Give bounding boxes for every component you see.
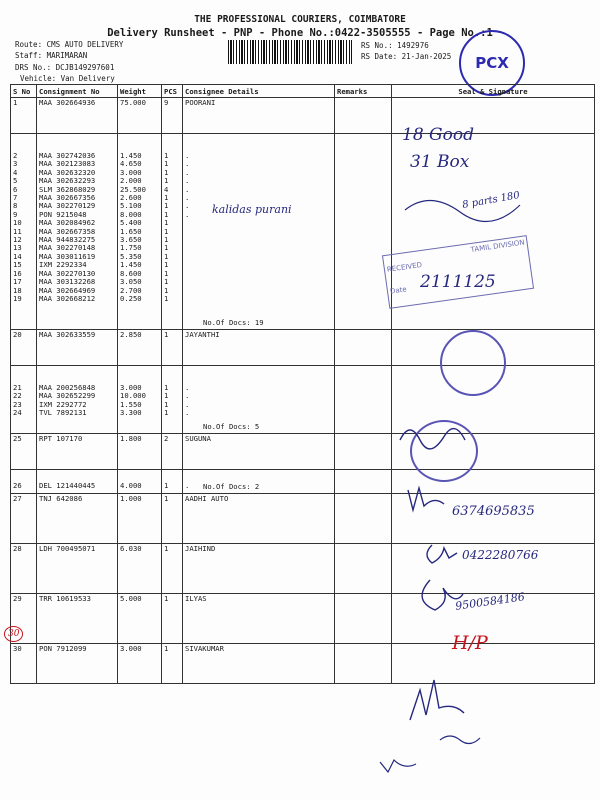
consignment-no-value: TRR 10619533 [39, 594, 91, 603]
sno-value: 2 [13, 151, 18, 160]
sno-value: 3 [13, 159, 18, 169]
handwritten-circled-number: 30 [4, 626, 23, 642]
sno-value: 14 [13, 251, 22, 261]
sno-value: 7 [13, 193, 18, 203]
weight-value: 1.750 [120, 243, 142, 253]
weight-value: 3.000 [120, 644, 142, 653]
consignment-no-value: MAA 302632320 [39, 167, 96, 177]
drs-text: DRS No.: DCJB149297601 [15, 63, 115, 73]
col-sno: S No [11, 85, 37, 98]
signature-mark [400, 429, 465, 449]
sno-value: 9 [13, 209, 18, 219]
consignee-dot: . [185, 167, 190, 177]
pcs-value: 1 [164, 201, 169, 211]
consignment-no-value: LDH 700495071 [39, 544, 96, 553]
pcs-value: 1 [164, 383, 169, 392]
pcs-value: 1 [164, 644, 169, 653]
weight-value: 5.000 [120, 594, 142, 603]
weight-value: 0.250 [120, 293, 142, 303]
consignment-no-value: MAA 200256848 [39, 383, 96, 392]
weight-value: 1.450 [120, 260, 142, 270]
weight-value: 5.350 [120, 251, 142, 261]
signature-mark [405, 200, 520, 221]
consignee-name: SUGUNA [185, 434, 211, 443]
sno-value: 26 [13, 481, 22, 490]
col-weight: Weight [118, 85, 162, 98]
pcs-value: 1 [164, 544, 169, 553]
handwritten-consignee-name: kalidas purani [212, 203, 292, 216]
consignment-no-value: MAA 302633559 [39, 330, 96, 339]
sno-value: 30 [13, 644, 22, 653]
consignee-dot: . [185, 201, 190, 211]
consignment-no-value: MAA 302123083 [39, 159, 96, 169]
stamp-received: RECEIVED [386, 260, 423, 274]
weight-value: 5.100 [120, 201, 142, 211]
consignee-dot: . [185, 383, 190, 392]
weight-value: 1.450 [120, 151, 142, 160]
pcs-value: 1 [164, 391, 169, 401]
weight-value: 75.000 [120, 98, 146, 107]
sno-value: 15 [13, 260, 22, 270]
pcs-value: 1 [164, 226, 169, 236]
consignee-dot: . [185, 209, 190, 219]
consignee-name: AADHI AUTO [185, 494, 229, 503]
weight-value: 1.650 [120, 226, 142, 236]
sno-value: 21 [13, 383, 22, 392]
pcs-value: 1 [164, 399, 169, 409]
signature-mark [408, 488, 444, 510]
weight-value: 8.600 [120, 268, 142, 278]
weight-value: 6.030 [120, 544, 142, 553]
pcs-value: 1 [164, 159, 169, 169]
pcs-value: 1 [164, 494, 169, 503]
weight-value: 3.000 [120, 167, 142, 177]
sno-value: 12 [13, 235, 22, 245]
weight-value: 1.800 [120, 434, 142, 443]
weight-value: 8.000 [120, 209, 142, 219]
weight-value: 3.000 [120, 383, 142, 392]
staff-text: Staff: MARIMARAN [15, 50, 88, 60]
docs-count: No.Of Docs: 19 [203, 317, 264, 327]
consignment-no-value: MAA 302668212 [39, 293, 96, 303]
pcs-value: 4 [164, 184, 169, 194]
consignment-no-value: TNJ 642086 [39, 494, 83, 503]
sno-value: 1 [13, 98, 18, 107]
weight-value: 3.300 [120, 408, 142, 418]
consignee-name: JAIHIND [185, 544, 216, 553]
sno-value: 24 [13, 408, 22, 418]
pcs-value: 1 [164, 251, 169, 261]
consignment-no-value: MAA 302652299 [39, 391, 96, 401]
sno-value: 22 [13, 391, 22, 401]
consignee-name: JAYANTHI [185, 330, 220, 339]
consignee-dot: . [185, 408, 190, 418]
weight-value: 2.600 [120, 193, 142, 203]
consignment-no-value: PON 7912099 [39, 644, 87, 653]
weight-value: 2.700 [120, 285, 142, 295]
consignment-no-value: MAA 302270148 [39, 243, 96, 253]
consignee-dot: . [185, 176, 190, 186]
sno-value: 11 [13, 226, 22, 236]
stamp-division: TAMIL DIVISION [470, 238, 526, 254]
sno-value: 16 [13, 268, 22, 278]
pcs-value: 1 [164, 243, 169, 253]
pcs-value: 1 [164, 408, 169, 418]
consignment-no-value: DEL 121440445 [39, 481, 96, 490]
pcs-value: 1 [164, 176, 169, 186]
weight-value: 25.500 [120, 184, 146, 194]
sno-value: 18 [13, 285, 22, 295]
col-remarks: Remarks [335, 85, 392, 98]
sno-value: 4 [13, 167, 18, 177]
weight-value: 3.650 [120, 235, 142, 245]
consignee-dot: . [185, 151, 190, 160]
sno-value: 25 [13, 434, 22, 443]
col-seal-signature: Seal & Signature [392, 85, 595, 98]
sno-value: 13 [13, 243, 22, 253]
pcs-value: 1 [164, 235, 169, 245]
consignment-no-value: MAA 302084962 [39, 218, 96, 228]
handwritten-note-box: 31 Box [410, 152, 470, 172]
weight-value: 4.000 [120, 481, 142, 490]
sno-value: 17 [13, 277, 22, 287]
sno-value: 8 [13, 201, 18, 211]
signature-mark [410, 680, 464, 720]
col-pcs: PCS [162, 85, 183, 98]
handwritten-hp: H/P [452, 632, 488, 654]
company-title: THE PROFESSIONAL COURIERS, COIMBATORE [194, 14, 406, 25]
pcs-value: 1 [164, 260, 169, 270]
weight-value: 1.550 [120, 399, 142, 409]
pcs-value: 1 [164, 277, 169, 287]
sno-value: 23 [13, 399, 22, 409]
consignment-no-value: SLM 362868029 [39, 184, 96, 194]
handwritten-date: 2111125 [420, 272, 496, 292]
handwritten-phone-2: 0422280766 [462, 548, 539, 562]
consignment-no-value: MAA 303132268 [39, 277, 96, 287]
consignment-no-value: MAA 302270129 [39, 201, 96, 211]
signature-mark [427, 545, 457, 563]
pcx-stamp: PCX [459, 30, 525, 96]
pcs-value: 1 [164, 151, 169, 160]
sno-value: 27 [13, 494, 22, 503]
consignment-no-value: MAA 302270130 [39, 268, 96, 278]
weight-value: 10.000 [120, 391, 146, 401]
consignment-no-value: MAA 302667358 [39, 226, 96, 236]
consignee-name: ILYAS [185, 594, 207, 603]
sno-value: 6 [13, 184, 18, 194]
docs-count: No.Of Docs: 2 [203, 481, 260, 491]
pcs-value: 1 [164, 481, 169, 490]
pcs-value: 1 [164, 594, 169, 603]
weight-value: 3.050 [120, 277, 142, 287]
consignee-dot: . [185, 399, 190, 409]
rs-number: RS No.: 1492976 [361, 41, 429, 50]
vehicle-text: Vehicle: Van Delivery [20, 73, 115, 83]
weight-value: 5.400 [120, 218, 142, 228]
consignee-dot: . [185, 481, 190, 490]
handwritten-phone-1: 6374695835 [452, 504, 535, 519]
runsheet-subtitle: Delivery Runsheet - PNP - Phone No.:0422-3505555 - Page No.:1 [107, 27, 493, 39]
docs-count: No.Of Docs: 5 [203, 421, 260, 431]
pcs-value: 1 [164, 293, 169, 303]
sno-value: 29 [13, 594, 22, 603]
weight-value: 4.650 [120, 159, 142, 169]
consignment-no-value: TVL 7892131 [39, 408, 87, 418]
sno-value: 28 [13, 544, 22, 553]
consignment-no-value: RPT 107170 [39, 434, 83, 443]
consignment-no-value: PON 9215048 [39, 209, 87, 219]
sno-value: 10 [13, 218, 22, 228]
consignment-no-value: MAA 302664969 [39, 285, 96, 295]
signature-mark [422, 580, 463, 610]
consignee-name: SIVAKUMAR [185, 644, 224, 653]
consignee-dot: . [185, 184, 190, 194]
consignee-dot: . [185, 159, 190, 169]
pcs-value: 1 [164, 285, 169, 295]
pcs-value: 1 [164, 167, 169, 177]
weight-value: 1.000 [120, 494, 142, 503]
handwritten-note-good: 18 Good [402, 125, 474, 145]
handwritten-phone-3: 9500584186 [454, 590, 526, 613]
col-consignee: Consignee Details [183, 85, 335, 98]
stamp-date: Date [389, 285, 408, 296]
col-consignment: Consignment No [37, 85, 118, 98]
sno-value: 5 [13, 176, 18, 186]
pcs-value: 2 [164, 434, 169, 443]
consignment-no-value: MAA 944832275 [39, 235, 96, 245]
consignment-no-value: IXM 2292334 [39, 260, 87, 270]
consignee-dot: . [185, 391, 190, 401]
weight-value: 2.850 [120, 330, 142, 339]
sno-value: 20 [13, 330, 22, 339]
pcs-value: 9 [164, 98, 169, 107]
consignment-no-value: MAA 303011619 [39, 251, 96, 261]
weight-value: 2.000 [120, 176, 142, 186]
signature-mark [380, 760, 416, 772]
sno-value: 19 [13, 293, 22, 303]
consignee-dot: . [185, 193, 190, 203]
pcs-value: 1 [164, 193, 169, 203]
signature-mark [440, 736, 480, 744]
pcs-value: 1 [164, 268, 169, 278]
consignment-no-value: MAA 302742036 [39, 151, 96, 160]
consignment-no-value: IXM 2292772 [39, 399, 87, 409]
rs-date: RS Date: 21-Jan-2025 [361, 51, 452, 61]
consignee-name: POORANI [185, 98, 216, 107]
pcs-value: 1 [164, 209, 169, 219]
consignment-no-value: MAA 302664936 [39, 98, 96, 107]
pcs-value: 1 [164, 218, 169, 228]
consignment-no-value: MAA 302632293 [39, 176, 96, 186]
consignment-no-value: MAA 302667356 [39, 193, 96, 203]
route-text: Route: CMS AUTO DELIVERY [15, 40, 124, 49]
handwritten-parts: 8 parts 180 [461, 190, 521, 211]
pcs-value: 1 [164, 330, 169, 339]
